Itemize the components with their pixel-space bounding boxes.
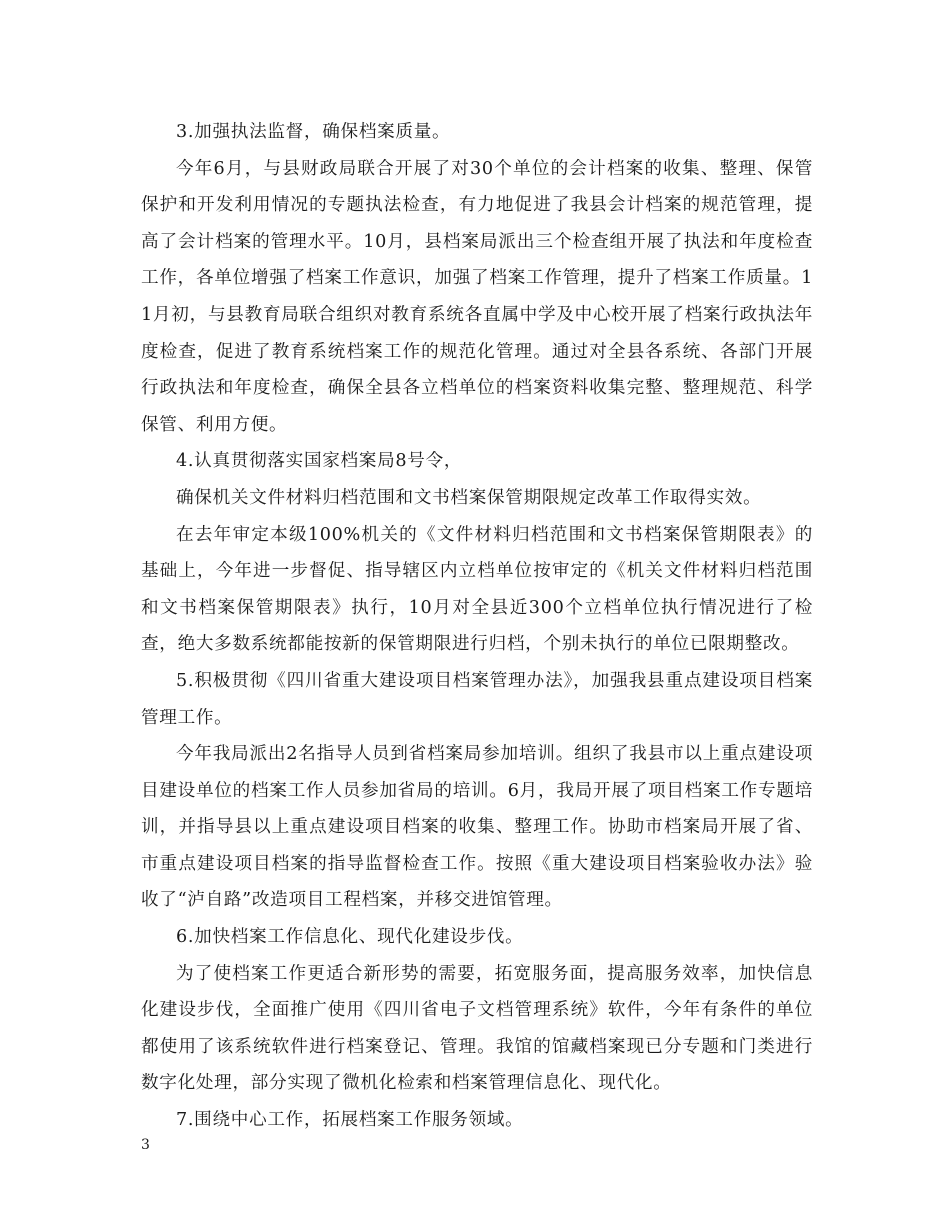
paragraph-body: 今年我局派出2名指导人员到省档案局参加培训。组织了我县市以上重点建设项目建设单位的档案工作人员参加省局的培训。6月，我局开展了项目档案工作专题培训，并指导县以上重点建设项目档案的收集、整理工作。协助市档案局开展了省、市重点建设项目档案的指导监督检查工作。按照《重大建设项目档案验收办法》验收了“泸自路”改造项目工程档案，并移交进馆管理。 [141, 744, 813, 911]
paragraph-heading-3: 3.加强执法监督，确保档案质量。 [176, 122, 451, 142]
paragraph-heading-4: 4.认真贯彻落实国家档案局8号令， [176, 451, 463, 472]
document-body [141, 114, 813, 1139]
paragraph-heading-4-continued: 确保机关文件材料归档范围和文书档案保管期限规定改革工作取得实效。 [176, 487, 762, 508]
paragraph-body: 在去年审定本级100%机关的《文件材料归档范围和文书档案保管期限表》的基础上，今年进一步督促、指导辖区内立档单位按审定的《机关文件材料归档范围和文书档案保管期限表》执行，10月对全县近300个立档单位执行情况进行了检查，绝大多数系统都能按新的保管期限进行归档，个别未执行的单位已限期整改。 [141, 524, 813, 655]
page-number: 3 [141, 1137, 150, 1153]
paragraph-heading-5: 5.积极贯彻《四川省重大建设项目档案管理办法》，加强我县重点建设项目档案管理工作。 [141, 670, 813, 728]
paragraph-heading-6: 6.加快档案工作信息化、现代化建设步伐。 [176, 927, 524, 948]
paragraph-heading-7: 7.围绕中心工作，拓展档案工作服务领域。 [176, 1110, 524, 1131]
paragraph-body: 今年6月，与县财政局联合开展了对30个单位的会计档案的收集、整理、保管保护和开发利用情况的专题执法检查，有力地促进了我县会计档案的规范管理，提高了会计档案的管理水平。10月，县档案局派出三个检查组开展了执法和年度检查工作，各单位增强了档案工作意识，加强了档案工作管理，提升了档案工作质量。11月初，与县教育局联合组织对教育系统各直属中学及中心校开展了档案行政执法年度检查，促进了教育系统档案工作的规范化管理。通过对全县各系统、各部门开展行政执法和年度检查，确保全县各立档单位的档案资料收集完整、整理规范、科学保管、利用方便。 [141, 158, 813, 435]
paragraph-body: 为了使档案工作更适合新形势的需要，拓宽服务面，提高服务效率，加快信息化建设步伐，全面推广使用《四川省电子文档管理系统》软件，今年有条件的单位都使用了该系统软件进行档案登记、管理。我馆的馆藏档案现已分专题和门类进行数字化处理，部分实现了微机化检索和档案管理信息化、现代化。 [141, 963, 813, 1094]
